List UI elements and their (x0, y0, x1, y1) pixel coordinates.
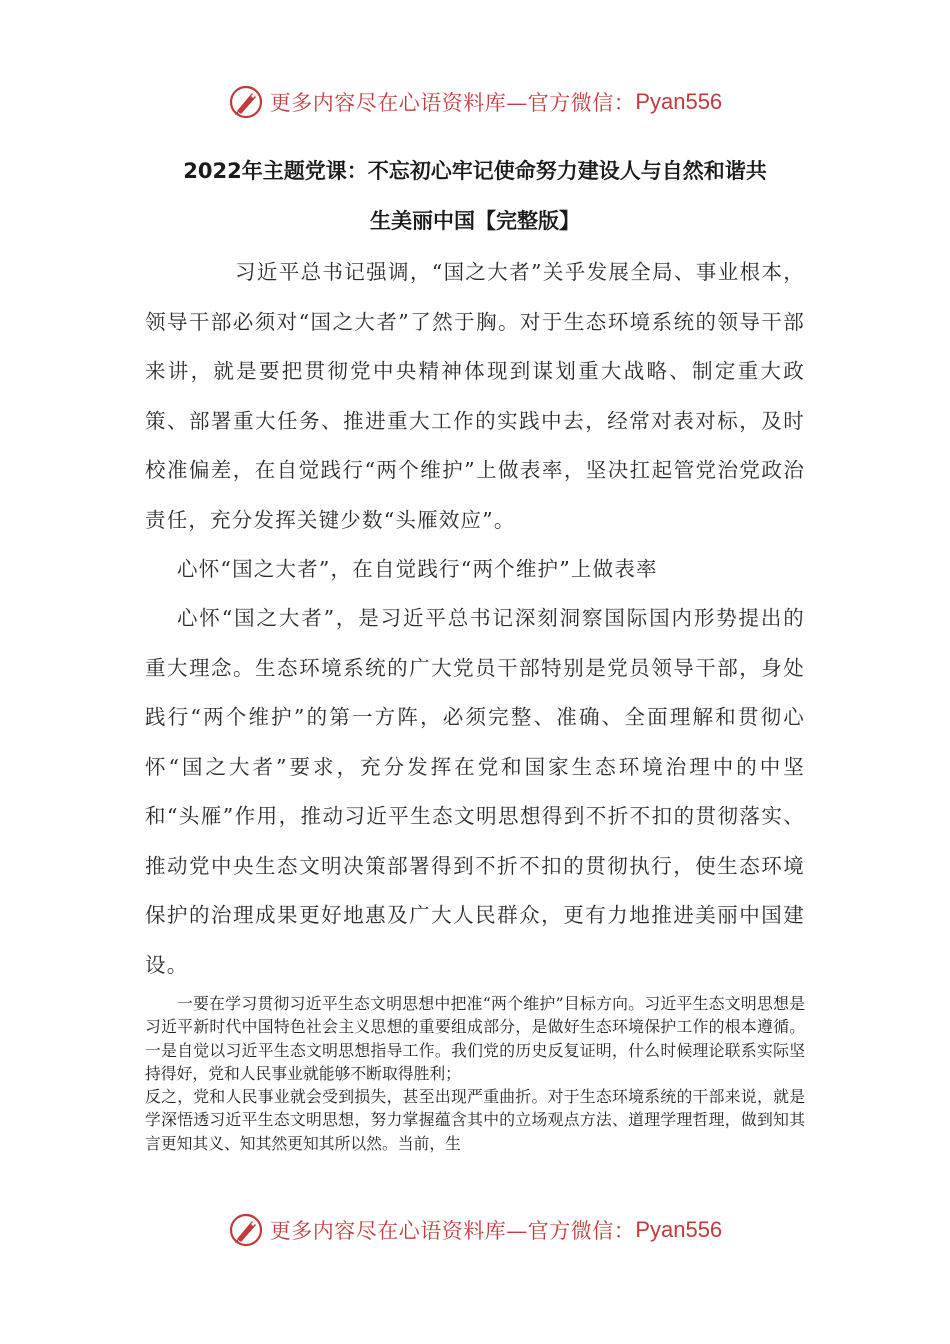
banner-text: 更多内容尽在心语资料库—官方微信： (269, 91, 636, 115)
paragraph-main-text: 心怀“国之大者”，是习近平总书记深刻洞察国际国内形势提出的重大理念。生态环境系统的广大党员干部特别是党员领导干部，身处践行“两个维护”的第一方阵，必须完整、准确、全面理解和贯彻心怀“国之大者”要求，充分发挥在党和国家生态环境治理中的中坚和“头雁”作用，推动习近平生态文明思想得到不折不扣的贯彻落实、推动党中央生态文明决策部署得到不折不扣的贯彻执行，使生态环境保护的治理成果更好地惠及广大人民群众，更有力地推进美丽中国建设。 (145, 606, 805, 977)
paragraph-detail-text-a: 一要在学习贯彻习近平生态文明思想中把准“两个维护”目标方向。习近平生态文明思想是习近平新时代中国特色社会主义思想的重要组成部分，是做好生态环境保护工作的根本遵循。一是自觉以习近平生态文明思想指导工作。我们党的历史反复证明，什么时候理论联系实际坚持得好，党和人民事业就能够不断取得胜利； (145, 994, 805, 1083)
banner-handle: Pyan556 (635, 89, 723, 114)
document-title-line1: 2022年主题党课：不忘初心牢记使命努力建设人与自然和谐共 (183, 159, 767, 183)
section-heading (145, 545, 805, 595)
header-banner (0, 80, 950, 124)
paragraph-intro (145, 248, 805, 545)
paragraph-detail-text-b: 反之，党和人民事业就会受到损失，甚至出现严重曲折。对于生态环境系统的干部来说，就是学深悟透习近平生态文明思想，努力掌握蕴含其中的立场观点方法、道理学理哲理，做到知其言更知其义、知其然更知其所以然。当前，生 (145, 1087, 805, 1153)
section-heading-text: 心怀“国之大者”，在自觉践行“两个维护”上做表率 (177, 557, 658, 581)
paragraph-detail (145, 992, 805, 1155)
document-title-line2: 生美丽中国【完整版】 (370, 209, 580, 233)
pen-circle-logo-icon (228, 84, 264, 120)
paragraph-intro-text: 习近平总书记强调，“国之大者”关乎发展全局、事业根本，领导干部必须对“国之大者”了然于胸。对于生态环境系统的领导干部来讲，就是要把贯彻党中央精神体现到谋划重大战略、制定重大政策、部署重大任务、推进重大工作的实践中去，经常对表对标，及时校准偏差，在自觉践行“两个维护”上做表率，坚决扛起管党治党政治责任，充分发挥关键少数“头雁效应”。 (145, 260, 805, 532)
pen-circle-logo-icon (228, 1212, 264, 1248)
footer-banner (0, 1208, 950, 1252)
banner-text: 更多内容尽在心语资料库—官方微信： (269, 1219, 636, 1243)
banner-handle: Pyan556 (635, 1217, 723, 1242)
paragraph-main (145, 594, 805, 990)
